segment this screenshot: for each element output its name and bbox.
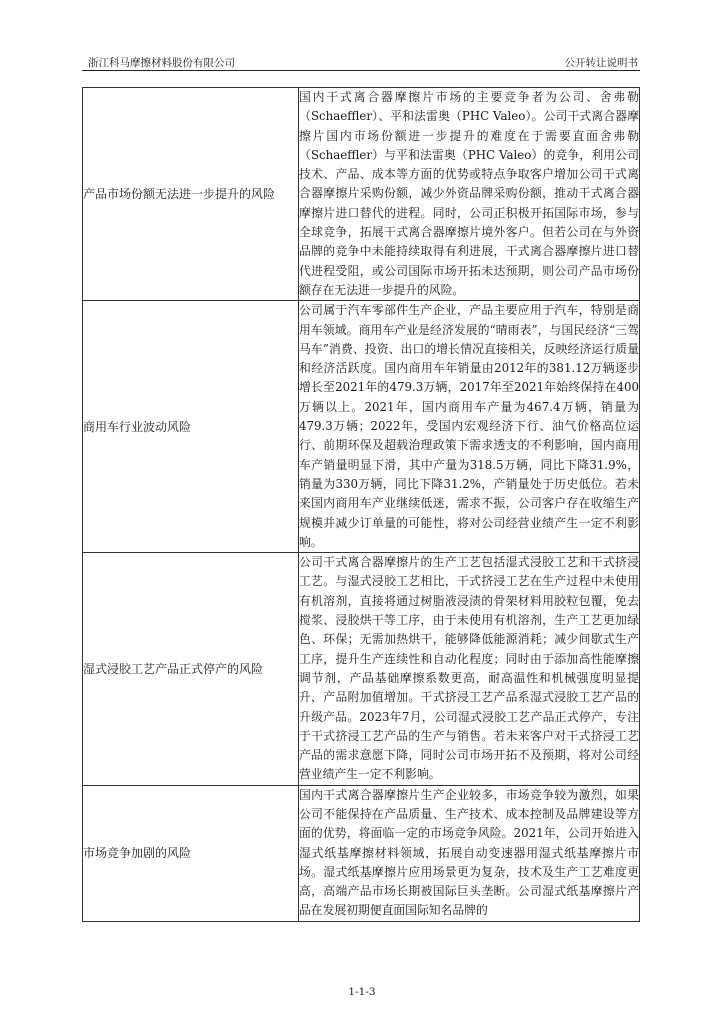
risk-description: 国内干式离合器摩擦片生产企业较多，市场竞争较为激烈，如果公司不能保持在产品质量、生产技术、成本控制及品牌建设等方面的优势，将面临一定的市场竞争风险。2021年，公司开始进入湿式纸基摩擦材料领域，拓展自动变速器用湿式纸基摩擦片市场。湿式纸基摩擦片应用场景更为复杂，技术及生产工艺难度更高，高端产品市场长期被国际巨头垄断。公司湿式纸基摩擦片产品在发展初期便直面国际知名品牌的 bbox=[299, 785, 640, 921]
table-row bbox=[83, 553, 640, 786]
risk-name: 湿式浸胶工艺产品正式停产的风险 bbox=[83, 553, 299, 786]
table-row bbox=[83, 88, 640, 301]
risk-description: 国内干式离合器摩擦片市场的主要竞争者为公司、舍弗勒（Schaeffler）、平和法雷奥（PHC Valeo）。公司干式离合器摩擦片国内市场份额进一步提升的难度在于需要直面舍弗勒（Schaeffler）与平和法雷奥（PHC Valeo）的竞争，利用公司技术、产品、成本等方面的优势或特点争取客户增加公司干式离合器摩擦片采购份额，减少外资品牌采购份额，推动干式离合器摩擦片进口替代的进程。同时，公司正积极开拓国际市场，参与全球竞争，拓展干式离合器摩擦片境外客户。但若公司在与外资品牌的竞争中未能持续取得有利进展，干式离合器摩擦片进口替代进程受阻，或公司国际市场开拓未达预期，则公司产品市场份额存在无法进一步提升的风险。 bbox=[299, 88, 640, 301]
risk-description: 公司属于汽车零部件生产企业，产品主要应用于汽车，特别是商用车领域。商用车产业是经济发展的“晴雨表”，与国民经济“三驾马车”消费、投资、出口的增长情况直接相关，反映经济运行质量和经济活跃度。国内商用车年销量由2012年的381.12万辆逐步增长至2021年的479.3万辆，2017年至2021年始终保持在400万辆以上。2021年，国内商用车产量为467.4万辆，销量为479.3万辆；2022年，受国内宏观经济下行、油气价格高位运行、前期环保及超载治理政策下需求透支的不利影响，国内商用车产销量明显下滑，其中产量为318.5万辆，同比下降31.9%，销量为330万辆，同比下降31.2%，产销量处于历史低位。若未来国内商用车产业继续低迷，需求不振，公司客户存在收缩生产规模并减少订单量的可能性，将对公司经营业绩产生一定不利影响。 bbox=[299, 301, 640, 553]
page-header-company: 浙江科马摩擦材料股份有限公司 bbox=[88, 57, 235, 69]
table-row bbox=[83, 301, 640, 553]
table-row bbox=[83, 785, 640, 921]
risk-name: 商用车行业波动风险 bbox=[83, 301, 299, 553]
page-number: 1-1-3 bbox=[348, 986, 376, 998]
risk-name: 产品市场份额无法进一步提升的风险 bbox=[83, 88, 299, 301]
risk-table bbox=[82, 87, 640, 922]
page-header-doc-type: 公开转让说明书 bbox=[564, 57, 638, 69]
risk-description: 公司干式离合器摩擦片的生产工艺包括湿式浸胶工艺和干式挤浸工艺。与湿式浸胶工艺相比，干式挤浸工艺在生产过程中未使用有机溶剂，直接将通过树脂液浸渍的骨架材料用胶粒包覆，免去搅浆、浸胶烘干等工序，由于未使用有机溶剂，生产工艺更加绿色、环保；无需加热烘干，能够降低能源消耗；减少间歇式生产工序，提升生产连续性和自动化程度；同时由于添加高性能摩擦调节剂，产品基础摩擦系数更高，耐高温性和机械强度明显提升，产品附加值增加。干式挤浸工艺产品系湿式浸胶工艺产品的升级产品。2023年7月，公司湿式浸胶工艺产品正式停产，专注于干式挤浸工艺产品的生产与销售。若未来客户对干式挤浸工艺产品的需求意愿下降，同时公司市场开拓不及预期，将对公司经营业绩产生一定不利影响。 bbox=[299, 553, 640, 786]
header-divider bbox=[82, 70, 640, 71]
risk-name: 市场竞争加剧的风险 bbox=[83, 785, 299, 921]
